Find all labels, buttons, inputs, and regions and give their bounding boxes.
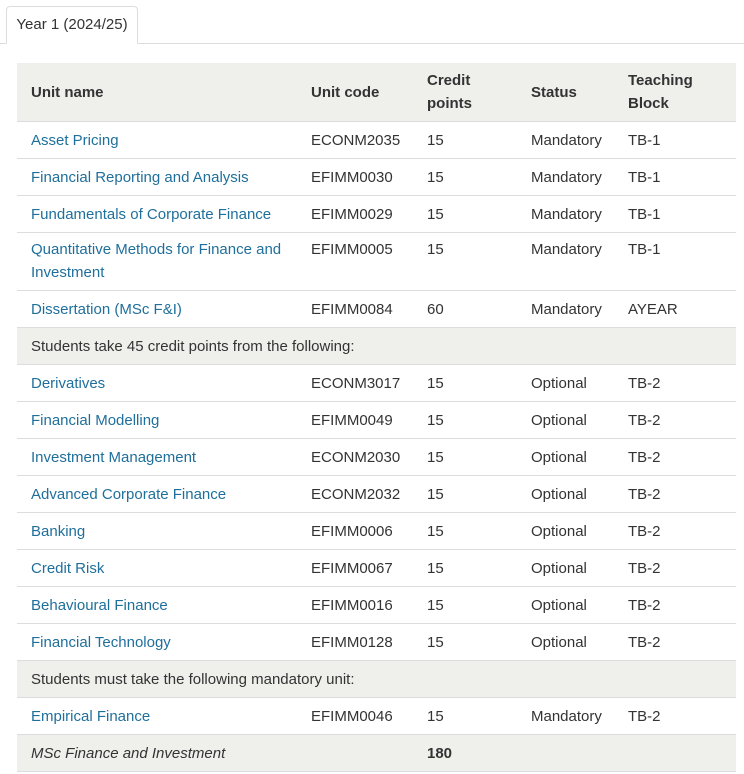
unit-link[interactable]: Financial Technology — [31, 633, 171, 651]
credit-points: 15 — [413, 159, 517, 196]
unit-name-cell — [17, 513, 297, 550]
credit-points: 15 — [413, 122, 517, 159]
programme-name: MSc Finance and Investment — [17, 735, 413, 772]
total-row — [17, 735, 736, 772]
unit-code: EFIMM0005 — [297, 233, 413, 291]
unit-name-cell — [17, 196, 297, 233]
header-unit-code: Unit code — [297, 63, 413, 122]
unit-status: Optional — [517, 624, 614, 661]
header-teaching-block: Teaching Block — [614, 63, 736, 122]
unit-name-cell — [17, 476, 297, 513]
credit-points: 15 — [413, 624, 517, 661]
credit-points: 15 — [413, 402, 517, 439]
credit-points: 15 — [413, 476, 517, 513]
credit-points: 15 — [413, 698, 517, 735]
unit-name-cell — [17, 439, 297, 476]
header-credit-points: Credit points — [413, 63, 517, 122]
unit-code: EFIMM0067 — [297, 550, 413, 587]
unit-code: ECONM3017 — [297, 365, 413, 402]
table-row — [17, 233, 736, 291]
unit-status: Mandatory — [517, 159, 614, 196]
mandatory-group-row — [17, 661, 736, 698]
unit-code: ECONM2035 — [297, 122, 413, 159]
table-row — [17, 196, 736, 233]
optional-group-row — [17, 328, 736, 365]
credit-points: 15 — [413, 233, 517, 291]
unit-code: EFIMM0049 — [297, 402, 413, 439]
unit-code: EFIMM0016 — [297, 587, 413, 624]
unit-link[interactable]: Advanced Corporate Finance — [31, 485, 227, 503]
teaching-block: TB-2 — [614, 624, 736, 661]
unit-name-cell — [17, 159, 297, 196]
table-row — [17, 159, 736, 196]
unit-name-cell — [17, 402, 297, 439]
unit-link[interactable]: Dissertation (MSc F&I) — [31, 300, 182, 318]
unit-status: Optional — [517, 587, 614, 624]
table-row — [17, 402, 736, 439]
table-row — [17, 291, 736, 328]
credit-points: 15 — [413, 196, 517, 233]
credit-points: 60 — [413, 291, 517, 328]
unit-link[interactable]: Financial Modelling — [31, 411, 160, 429]
unit-status: Optional — [517, 550, 614, 587]
table-row — [17, 698, 736, 735]
unit-status: Optional — [517, 402, 614, 439]
table-row — [17, 439, 736, 476]
unit-code: EFIMM0084 — [297, 291, 413, 328]
unit-link[interactable]: Banking — [31, 522, 86, 540]
credit-points: 15 — [413, 513, 517, 550]
unit-link[interactable]: Behavioural Finance — [31, 596, 168, 614]
credit-points: 15 — [413, 439, 517, 476]
unit-code: EFIMM0006 — [297, 513, 413, 550]
unit-name-cell — [17, 698, 297, 735]
units-table — [17, 63, 736, 772]
total-credits: 180 — [413, 735, 517, 772]
table-row — [17, 550, 736, 587]
unit-link[interactable]: Investment Management — [31, 448, 197, 466]
unit-link[interactable]: Asset Pricing — [31, 131, 119, 149]
unit-link[interactable]: Fundamentals of Corporate Finance — [31, 205, 272, 223]
group-note: Students must take the following mandatory unit: — [17, 661, 736, 698]
unit-name-cell — [17, 291, 297, 328]
unit-code: EFIMM0128 — [297, 624, 413, 661]
teaching-block: TB-2 — [614, 365, 736, 402]
table-row — [17, 365, 736, 402]
teaching-block: TB-2 — [614, 439, 736, 476]
table-row — [17, 513, 736, 550]
teaching-block: TB-1 — [614, 233, 736, 291]
teaching-block: TB-2 — [614, 587, 736, 624]
credit-points: 15 — [413, 550, 517, 587]
unit-status: Optional — [517, 513, 614, 550]
teaching-block: TB-1 — [614, 122, 736, 159]
table-row — [17, 476, 736, 513]
teaching-block: TB-2 — [614, 698, 736, 735]
total-empty — [517, 735, 736, 772]
table-row — [17, 587, 736, 624]
unit-link[interactable]: Financial Reporting and Analysis — [31, 168, 249, 186]
teaching-block: TB-1 — [614, 159, 736, 196]
header-status: Status — [517, 63, 614, 122]
unit-name-cell — [17, 550, 297, 587]
unit-name-cell — [17, 233, 297, 291]
unit-status: Mandatory — [517, 698, 614, 735]
unit-link[interactable]: Credit Risk — [31, 559, 105, 577]
teaching-block: TB-2 — [614, 513, 736, 550]
credit-points: 15 — [413, 587, 517, 624]
unit-status: Optional — [517, 365, 614, 402]
unit-code: ECONM2030 — [297, 439, 413, 476]
unit-status: Optional — [517, 476, 614, 513]
teaching-block: TB-2 — [614, 402, 736, 439]
unit-status: Mandatory — [517, 196, 614, 233]
header-unit-name: Unit name — [17, 63, 297, 122]
unit-code: EFIMM0046 — [297, 698, 413, 735]
table-row — [17, 624, 736, 661]
year-tabs — [0, 0, 744, 44]
teaching-block: AYEAR — [614, 291, 736, 328]
unit-link[interactable]: Empirical Finance — [31, 707, 151, 725]
unit-link[interactable]: Quantitative Methods for Finance and Investment — [31, 241, 282, 281]
teaching-block: TB-2 — [614, 476, 736, 513]
unit-code: EFIMM0029 — [297, 196, 413, 233]
table-header-row — [17, 63, 736, 122]
tab-year-1[interactable]: Year 1 (2024/25) — [6, 6, 138, 44]
unit-name-cell — [17, 122, 297, 159]
unit-code: ECONM2032 — [297, 476, 413, 513]
teaching-block: TB-2 — [614, 550, 736, 587]
unit-name-cell — [17, 587, 297, 624]
unit-code: EFIMM0030 — [297, 159, 413, 196]
unit-status: Mandatory — [517, 122, 614, 159]
unit-name-cell — [17, 624, 297, 661]
teaching-block: TB-1 — [614, 196, 736, 233]
unit-link[interactable]: Derivatives — [31, 374, 106, 392]
group-note: Students take 45 credit points from the following: — [17, 328, 736, 365]
unit-status: Mandatory — [517, 233, 614, 291]
unit-name-cell — [17, 365, 297, 402]
unit-status: Optional — [517, 439, 614, 476]
unit-status: Mandatory — [517, 291, 614, 328]
table-row — [17, 122, 736, 159]
credit-points: 15 — [413, 365, 517, 402]
